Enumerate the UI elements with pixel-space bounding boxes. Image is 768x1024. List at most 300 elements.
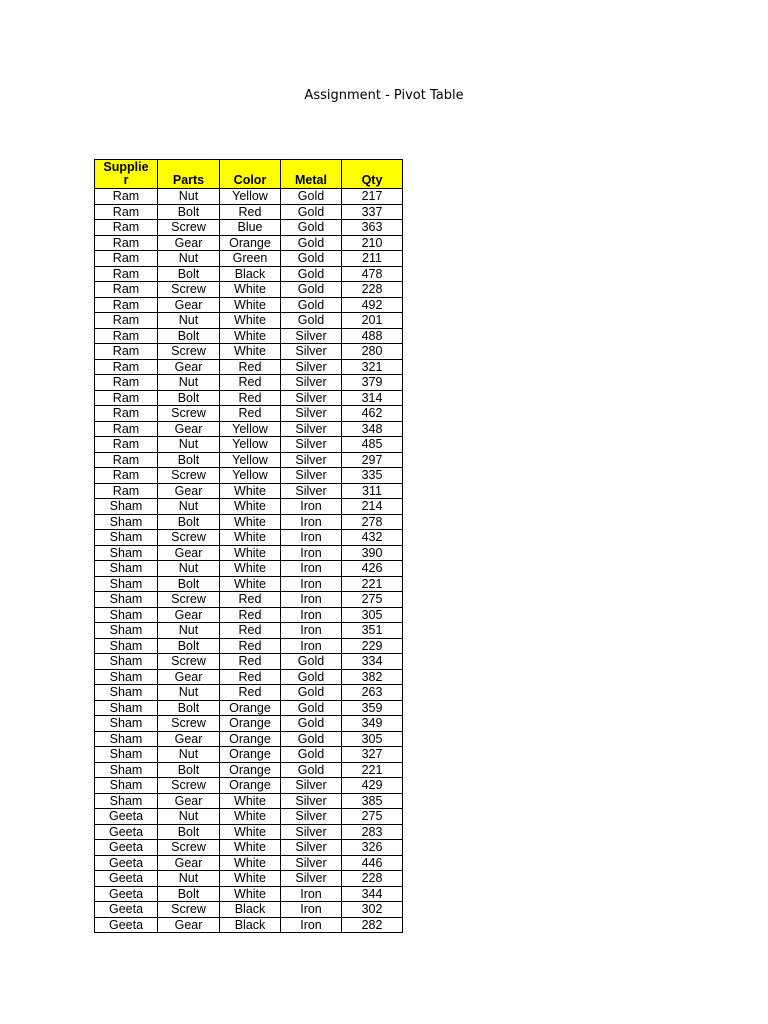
table-cell-metal: Silver <box>281 793 342 809</box>
table-cell-parts: Screw <box>158 592 220 608</box>
table-cell-color: Orange <box>220 762 281 778</box>
table-cell-qty: 278 <box>342 514 403 530</box>
table-cell-supplier: Ram <box>95 390 158 406</box>
table-cell-parts: Bolt <box>158 266 220 282</box>
table-row <box>95 266 403 282</box>
table-cell-metal: Gold <box>281 313 342 329</box>
table-cell-metal: Gold <box>281 251 342 267</box>
column-header-label: Color <box>233 173 267 187</box>
table-cell-color: White <box>220 840 281 856</box>
table-cell-qty: 214 <box>342 499 403 515</box>
table-cell-metal: Iron <box>281 499 342 515</box>
table-cell-color: White <box>220 824 281 840</box>
table-row <box>95 592 403 608</box>
table-cell-qty: 478 <box>342 266 403 282</box>
table-cell-qty: 349 <box>342 716 403 732</box>
column-header-color <box>220 160 281 189</box>
table-cell-parts: Bolt <box>158 204 220 220</box>
column-header-supplier <box>95 160 158 189</box>
table-row <box>95 669 403 685</box>
table-cell-metal: Iron <box>281 514 342 530</box>
table-row <box>95 468 403 484</box>
table-cell-qty: 302 <box>342 902 403 918</box>
column-header-parts <box>158 160 220 189</box>
table-cell-supplier: Sham <box>95 530 158 546</box>
table-cell-parts: Screw <box>158 344 220 360</box>
table-row <box>95 855 403 871</box>
table-row <box>95 452 403 468</box>
table-cell-supplier: Geeta <box>95 917 158 933</box>
table-cell-color: Red <box>220 390 281 406</box>
table-row <box>95 886 403 902</box>
table-cell-parts: Nut <box>158 871 220 887</box>
table-cell-color: Red <box>220 654 281 670</box>
table-cell-supplier: Sham <box>95 607 158 623</box>
table-cell-qty: 334 <box>342 654 403 670</box>
table-cell-parts: Nut <box>158 313 220 329</box>
table-cell-parts: Nut <box>158 251 220 267</box>
table-cell-color: Red <box>220 204 281 220</box>
table-row <box>95 793 403 809</box>
table-cell-parts: Nut <box>158 437 220 453</box>
table-cell-parts: Screw <box>158 778 220 794</box>
table-cell-parts: Nut <box>158 685 220 701</box>
table-cell-supplier: Sham <box>95 514 158 530</box>
table-cell-supplier: Sham <box>95 793 158 809</box>
column-header-label: Parts <box>172 173 205 187</box>
table-cell-supplier: Sham <box>95 762 158 778</box>
table-cell-parts: Gear <box>158 607 220 623</box>
table-cell-parts: Gear <box>158 917 220 933</box>
table-cell-qty: 217 <box>342 189 403 205</box>
table-cell-color: White <box>220 545 281 561</box>
table-row <box>95 328 403 344</box>
table-cell-parts: Bolt <box>158 824 220 840</box>
table-cell-color: Yellow <box>220 437 281 453</box>
table-body <box>95 189 403 933</box>
table-cell-qty: 351 <box>342 623 403 639</box>
table-cell-supplier: Geeta <box>95 871 158 887</box>
table-cell-supplier: Sham <box>95 700 158 716</box>
table-cell-parts: Bolt <box>158 328 220 344</box>
table-row <box>95 778 403 794</box>
table-cell-parts: Gear <box>158 855 220 871</box>
table-cell-color: White <box>220 561 281 577</box>
table-cell-qty: 228 <box>342 871 403 887</box>
table-cell-parts: Gear <box>158 297 220 313</box>
table-cell-color: White <box>220 297 281 313</box>
table-cell-parts: Bolt <box>158 576 220 592</box>
table-cell-supplier: Ram <box>95 266 158 282</box>
table-cell-metal: Gold <box>281 669 342 685</box>
table-row <box>95 700 403 716</box>
table-cell-supplier: Geeta <box>95 855 158 871</box>
page-title: Assignment - Pivot Table <box>304 88 464 103</box>
table-cell-qty: 275 <box>342 809 403 825</box>
table-cell-color: White <box>220 530 281 546</box>
table-row <box>95 297 403 313</box>
table-cell-color: Red <box>220 638 281 654</box>
table-cell-metal: Iron <box>281 607 342 623</box>
table-cell-supplier: Sham <box>95 731 158 747</box>
table-cell-metal: Silver <box>281 468 342 484</box>
table-cell-qty: 359 <box>342 700 403 716</box>
table-cell-parts: Screw <box>158 840 220 856</box>
table-row <box>95 809 403 825</box>
table-cell-qty: 492 <box>342 297 403 313</box>
table-cell-supplier: Sham <box>95 778 158 794</box>
table-cell-metal: Gold <box>281 685 342 701</box>
column-header-label: Metal <box>295 173 327 187</box>
table-cell-parts: Bolt <box>158 390 220 406</box>
table-cell-supplier: Sham <box>95 716 158 732</box>
table-cell-color: Black <box>220 902 281 918</box>
table-row <box>95 390 403 406</box>
table-cell-qty: 280 <box>342 344 403 360</box>
table-cell-supplier: Ram <box>95 359 158 375</box>
table-cell-color: White <box>220 871 281 887</box>
table-cell-metal: Iron <box>281 886 342 902</box>
table-cell-qty: 327 <box>342 747 403 763</box>
table-cell-supplier: Ram <box>95 437 158 453</box>
table-cell-parts: Screw <box>158 654 220 670</box>
table-row <box>95 235 403 251</box>
table-cell-metal: Silver <box>281 344 342 360</box>
table-cell-color: Red <box>220 685 281 701</box>
table-row <box>95 406 403 422</box>
table-row <box>95 747 403 763</box>
table-cell-supplier: Ram <box>95 468 158 484</box>
table-cell-supplier: Ram <box>95 251 158 267</box>
column-header-label: Supplie r <box>103 160 149 187</box>
table-cell-metal: Silver <box>281 871 342 887</box>
table-cell-qty: 446 <box>342 855 403 871</box>
table-cell-qty: 314 <box>342 390 403 406</box>
table-cell-parts: Nut <box>158 499 220 515</box>
table-cell-metal: Silver <box>281 437 342 453</box>
table-cell-supplier: Ram <box>95 483 158 499</box>
table-cell-parts: Nut <box>158 809 220 825</box>
table-cell-parts: Bolt <box>158 762 220 778</box>
table-cell-qty: 429 <box>342 778 403 794</box>
table-cell-metal: Gold <box>281 747 342 763</box>
table-cell-color: Orange <box>220 235 281 251</box>
table-cell-parts: Gear <box>158 483 220 499</box>
table-cell-parts: Nut <box>158 189 220 205</box>
table-cell-color: White <box>220 576 281 592</box>
table-cell-qty: 305 <box>342 731 403 747</box>
table-row <box>95 917 403 933</box>
table-cell-qty: 488 <box>342 328 403 344</box>
table-cell-parts: Nut <box>158 375 220 391</box>
table-cell-qty: 229 <box>342 638 403 654</box>
table-row <box>95 483 403 499</box>
table-row <box>95 902 403 918</box>
table-cell-qty: 382 <box>342 669 403 685</box>
table-cell-metal: Silver <box>281 778 342 794</box>
table-cell-parts: Nut <box>158 747 220 763</box>
table-cell-color: Orange <box>220 778 281 794</box>
table-cell-color: White <box>220 499 281 515</box>
table-cell-metal: Iron <box>281 902 342 918</box>
table-cell-metal: Gold <box>281 731 342 747</box>
table-cell-qty: 335 <box>342 468 403 484</box>
table-cell-metal: Iron <box>281 576 342 592</box>
table-cell-metal: Gold <box>281 266 342 282</box>
table-cell-metal: Silver <box>281 809 342 825</box>
table-cell-supplier: Sham <box>95 561 158 577</box>
table-cell-color: Red <box>220 406 281 422</box>
table-cell-qty: 326 <box>342 840 403 856</box>
table-cell-parts: Bolt <box>158 514 220 530</box>
table-cell-color: White <box>220 313 281 329</box>
table-cell-qty: 297 <box>342 452 403 468</box>
table-cell-parts: Bolt <box>158 700 220 716</box>
table-cell-color: Red <box>220 669 281 685</box>
table-cell-qty: 337 <box>342 204 403 220</box>
table-cell-supplier: Sham <box>95 592 158 608</box>
table-row <box>95 824 403 840</box>
table-cell-qty: 462 <box>342 406 403 422</box>
table-cell-color: Orange <box>220 716 281 732</box>
table-row <box>95 530 403 546</box>
table-cell-metal: Gold <box>281 204 342 220</box>
table-row <box>95 607 403 623</box>
table-cell-metal: Iron <box>281 561 342 577</box>
table-cell-color: White <box>220 483 281 499</box>
table-cell-supplier: Sham <box>95 685 158 701</box>
table-row <box>95 282 403 298</box>
table-row <box>95 375 403 391</box>
table-cell-qty: 201 <box>342 313 403 329</box>
table-cell-qty: 210 <box>342 235 403 251</box>
table-cell-color: White <box>220 793 281 809</box>
table-cell-metal: Silver <box>281 840 342 856</box>
table-cell-supplier: Geeta <box>95 886 158 902</box>
table-cell-supplier: Ram <box>95 375 158 391</box>
table-cell-parts: Bolt <box>158 452 220 468</box>
table-cell-color: Orange <box>220 700 281 716</box>
column-header-label: Qty <box>361 173 383 187</box>
column-header-qty <box>342 160 403 189</box>
table-cell-supplier: Sham <box>95 747 158 763</box>
table-row <box>95 654 403 670</box>
table-cell-parts: Nut <box>158 623 220 639</box>
table-cell-parts: Screw <box>158 406 220 422</box>
table-cell-qty: 275 <box>342 592 403 608</box>
table-cell-metal: Gold <box>281 235 342 251</box>
table-cell-supplier: Sham <box>95 669 158 685</box>
table-cell-color: Red <box>220 359 281 375</box>
table-cell-metal: Iron <box>281 917 342 933</box>
table-cell-metal: Iron <box>281 623 342 639</box>
table-cell-metal: Iron <box>281 545 342 561</box>
table-cell-parts: Gear <box>158 359 220 375</box>
table-cell-color: Green <box>220 251 281 267</box>
table-cell-color: Red <box>220 592 281 608</box>
table-cell-color: Yellow <box>220 421 281 437</box>
table-cell-metal: Gold <box>281 700 342 716</box>
table-row <box>95 561 403 577</box>
table-cell-parts: Screw <box>158 282 220 298</box>
table-cell-metal: Gold <box>281 220 342 236</box>
table-cell-supplier: Ram <box>95 406 158 422</box>
table-cell-qty: 221 <box>342 762 403 778</box>
table-cell-parts: Bolt <box>158 638 220 654</box>
table-cell-qty: 348 <box>342 421 403 437</box>
table-cell-metal: Silver <box>281 855 342 871</box>
table-cell-color: White <box>220 344 281 360</box>
table-cell-color: Red <box>220 375 281 391</box>
table-cell-qty: 283 <box>342 824 403 840</box>
table-cell-parts: Screw <box>158 220 220 236</box>
table-row <box>95 189 403 205</box>
table-cell-supplier: Sham <box>95 654 158 670</box>
table-row <box>95 204 403 220</box>
table-cell-parts: Gear <box>158 545 220 561</box>
table-cell-parts: Screw <box>158 716 220 732</box>
table-cell-qty: 426 <box>342 561 403 577</box>
table-cell-parts: Gear <box>158 669 220 685</box>
table-row <box>95 545 403 561</box>
data-table <box>94 159 403 933</box>
table-cell-supplier: Sham <box>95 576 158 592</box>
table-cell-supplier: Sham <box>95 545 158 561</box>
table-cell-qty: 485 <box>342 437 403 453</box>
table-cell-metal: Silver <box>281 375 342 391</box>
table-row <box>95 251 403 267</box>
table-row <box>95 716 403 732</box>
table-cell-metal: Gold <box>281 189 342 205</box>
table-cell-qty: 228 <box>342 282 403 298</box>
table-row <box>95 871 403 887</box>
table-cell-supplier: Ram <box>95 189 158 205</box>
table-cell-color: Yellow <box>220 189 281 205</box>
table-cell-color: Orange <box>220 731 281 747</box>
table-cell-metal: Silver <box>281 328 342 344</box>
table-row <box>95 313 403 329</box>
table-cell-metal: Iron <box>281 592 342 608</box>
table-cell-supplier: Ram <box>95 297 158 313</box>
table-cell-metal: Gold <box>281 716 342 732</box>
table-row <box>95 344 403 360</box>
table-cell-metal: Gold <box>281 762 342 778</box>
table-row <box>95 685 403 701</box>
table-cell-parts: Screw <box>158 902 220 918</box>
table-cell-supplier: Ram <box>95 313 158 329</box>
table-cell-supplier: Ram <box>95 452 158 468</box>
table-cell-metal: Silver <box>281 824 342 840</box>
table-cell-supplier: Sham <box>95 623 158 639</box>
table-cell-qty: 221 <box>342 576 403 592</box>
table-cell-color: Red <box>220 607 281 623</box>
table-cell-supplier: Ram <box>95 421 158 437</box>
table-cell-supplier: Ram <box>95 328 158 344</box>
table-cell-color: Blue <box>220 220 281 236</box>
table-cell-supplier: Sham <box>95 499 158 515</box>
table-cell-metal: Silver <box>281 421 342 437</box>
table-cell-metal: Iron <box>281 530 342 546</box>
table-row <box>95 731 403 747</box>
table-cell-supplier: Geeta <box>95 902 158 918</box>
table-cell-parts: Gear <box>158 421 220 437</box>
header-row <box>95 160 403 189</box>
table-cell-metal: Gold <box>281 654 342 670</box>
table-cell-supplier: Ram <box>95 204 158 220</box>
table-cell-color: White <box>220 282 281 298</box>
table-row <box>95 421 403 437</box>
table-cell-parts: Gear <box>158 793 220 809</box>
table-cell-metal: Silver <box>281 406 342 422</box>
table-row <box>95 840 403 856</box>
table-cell-color: White <box>220 328 281 344</box>
table-cell-qty: 385 <box>342 793 403 809</box>
table-cell-qty: 363 <box>342 220 403 236</box>
table-cell-color: Red <box>220 623 281 639</box>
table-cell-qty: 263 <box>342 685 403 701</box>
table-cell-parts: Nut <box>158 561 220 577</box>
table-cell-color: White <box>220 886 281 902</box>
table-cell-color: White <box>220 514 281 530</box>
table-cell-color: White <box>220 855 281 871</box>
table-cell-parts: Screw <box>158 530 220 546</box>
table-cell-color: Yellow <box>220 468 281 484</box>
table-row <box>95 437 403 453</box>
table-cell-supplier: Ram <box>95 220 158 236</box>
table-cell-supplier: Ram <box>95 282 158 298</box>
table-row <box>95 514 403 530</box>
table-cell-qty: 432 <box>342 530 403 546</box>
table-cell-metal: Iron <box>281 638 342 654</box>
table-row <box>95 359 403 375</box>
table-cell-color: Black <box>220 917 281 933</box>
table-cell-qty: 211 <box>342 251 403 267</box>
table-row <box>95 638 403 654</box>
table-cell-qty: 311 <box>342 483 403 499</box>
table-cell-parts: Gear <box>158 235 220 251</box>
table-cell-parts: Screw <box>158 468 220 484</box>
table-cell-color: White <box>220 809 281 825</box>
table-cell-metal: Gold <box>281 282 342 298</box>
table-cell-metal: Silver <box>281 359 342 375</box>
table-cell-metal: Silver <box>281 483 342 499</box>
table-cell-supplier: Geeta <box>95 824 158 840</box>
table-row <box>95 499 403 515</box>
table-cell-qty: 379 <box>342 375 403 391</box>
table-cell-metal: Silver <box>281 390 342 406</box>
table-cell-metal: Silver <box>281 452 342 468</box>
table-cell-qty: 305 <box>342 607 403 623</box>
table-cell-qty: 282 <box>342 917 403 933</box>
table-cell-color: Yellow <box>220 452 281 468</box>
table-cell-qty: 321 <box>342 359 403 375</box>
table-cell-color: Orange <box>220 747 281 763</box>
table-row <box>95 576 403 592</box>
table-cell-color: Black <box>220 266 281 282</box>
table-cell-qty: 344 <box>342 886 403 902</box>
column-header-metal <box>281 160 342 189</box>
table-cell-supplier: Sham <box>95 638 158 654</box>
table-cell-parts: Bolt <box>158 886 220 902</box>
table-row <box>95 623 403 639</box>
table-row <box>95 762 403 778</box>
table-cell-qty: 390 <box>342 545 403 561</box>
table-cell-supplier: Ram <box>95 344 158 360</box>
table-cell-metal: Gold <box>281 297 342 313</box>
table-cell-supplier: Geeta <box>95 809 158 825</box>
table-cell-supplier: Geeta <box>95 840 158 856</box>
table-row <box>95 220 403 236</box>
